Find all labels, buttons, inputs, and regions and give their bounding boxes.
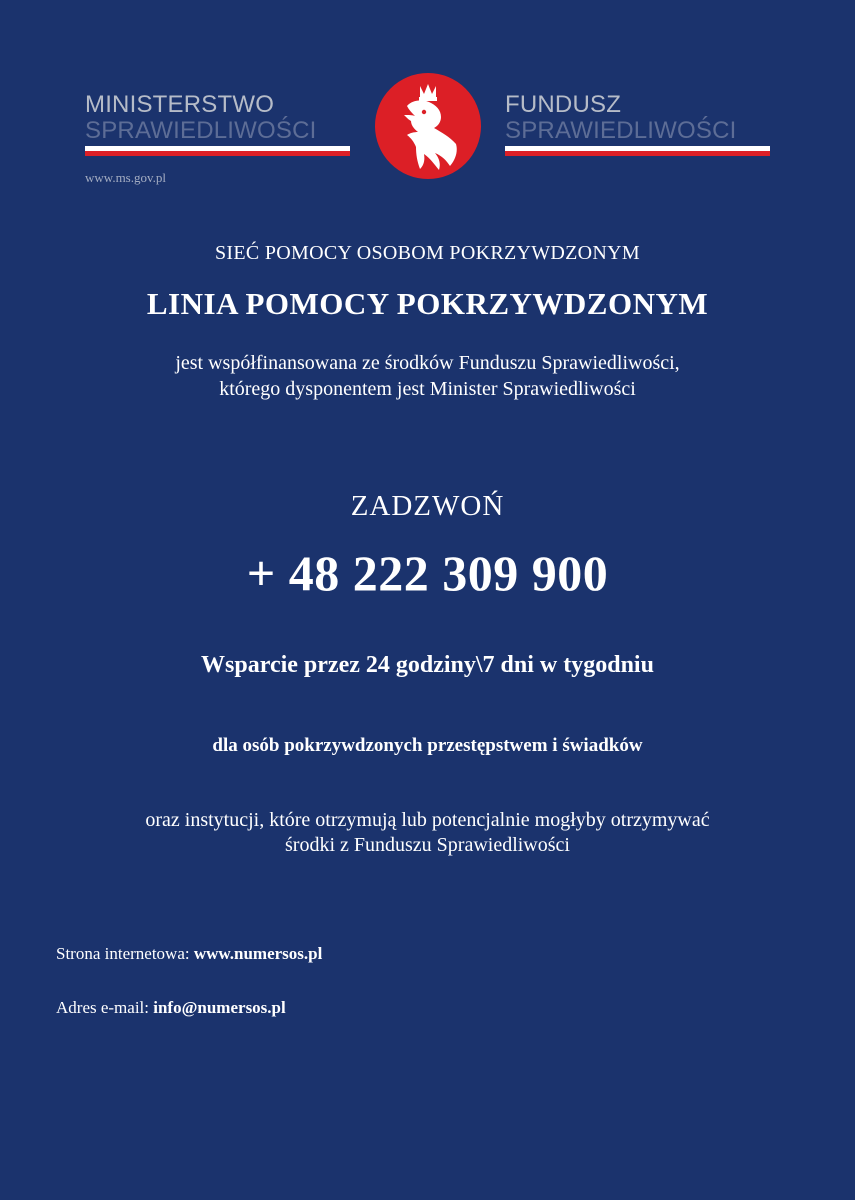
institutions-text-line2: środki z Funduszu Sprawiedliwości bbox=[285, 834, 570, 856]
ministry-name-line2: SPRAWIEDLIWOŚCI bbox=[85, 117, 317, 144]
funding-text-line1: jest współfinansowana ze środków Funduszu Sprawiedliwości, bbox=[175, 352, 680, 374]
website-contact bbox=[56, 944, 322, 964]
support-hours: Wsparcie przez 24 godziny\7 dni w tygodniu bbox=[201, 652, 654, 678]
page-title: LINIA POMOCY POKRZYWDZONYM bbox=[146, 286, 709, 321]
network-heading: SIEĆ POMOCY OSOBOM POKRZYWDZONYM bbox=[214, 242, 640, 264]
fund-logo bbox=[505, 92, 770, 156]
email-link[interactable]: info@numersos.pl bbox=[153, 998, 286, 1017]
fund-name-line1: FUNDUSZ bbox=[505, 91, 622, 118]
ministry-logo bbox=[85, 92, 350, 156]
fund-flag-stripe bbox=[505, 146, 770, 156]
institutions-text-line1: oraz instytucji, które otrzymują lub potencjalnie mogłyby otrzymywać bbox=[145, 809, 710, 831]
email-contact bbox=[56, 998, 286, 1018]
website-link[interactable]: www.numersos.pl bbox=[193, 944, 323, 963]
white-eagle-emblem-icon bbox=[374, 72, 482, 180]
ministry-name-line1: MINISTERSTWO bbox=[85, 91, 275, 118]
header bbox=[0, 0, 855, 200]
ministry-flag-stripe bbox=[85, 146, 350, 156]
fund-name-line2: SPRAWIEDLIWOŚCI bbox=[505, 117, 737, 144]
phone-number[interactable]: + 48 222 309 900 bbox=[246, 545, 609, 601]
ministry-url[interactable]: www.ms.gov.pl bbox=[85, 170, 167, 185]
email-label: Adres e-mail: bbox=[56, 998, 149, 1017]
funding-text-line2: którego dysponentem jest Minister Sprawiedliwości bbox=[219, 378, 636, 400]
call-label: ZADZWOŃ bbox=[350, 490, 505, 522]
website-label: Strona internetowa: bbox=[56, 944, 190, 963]
target-audience: dla osób pokrzywdzonych przestępstwem i świadków bbox=[212, 735, 643, 756]
